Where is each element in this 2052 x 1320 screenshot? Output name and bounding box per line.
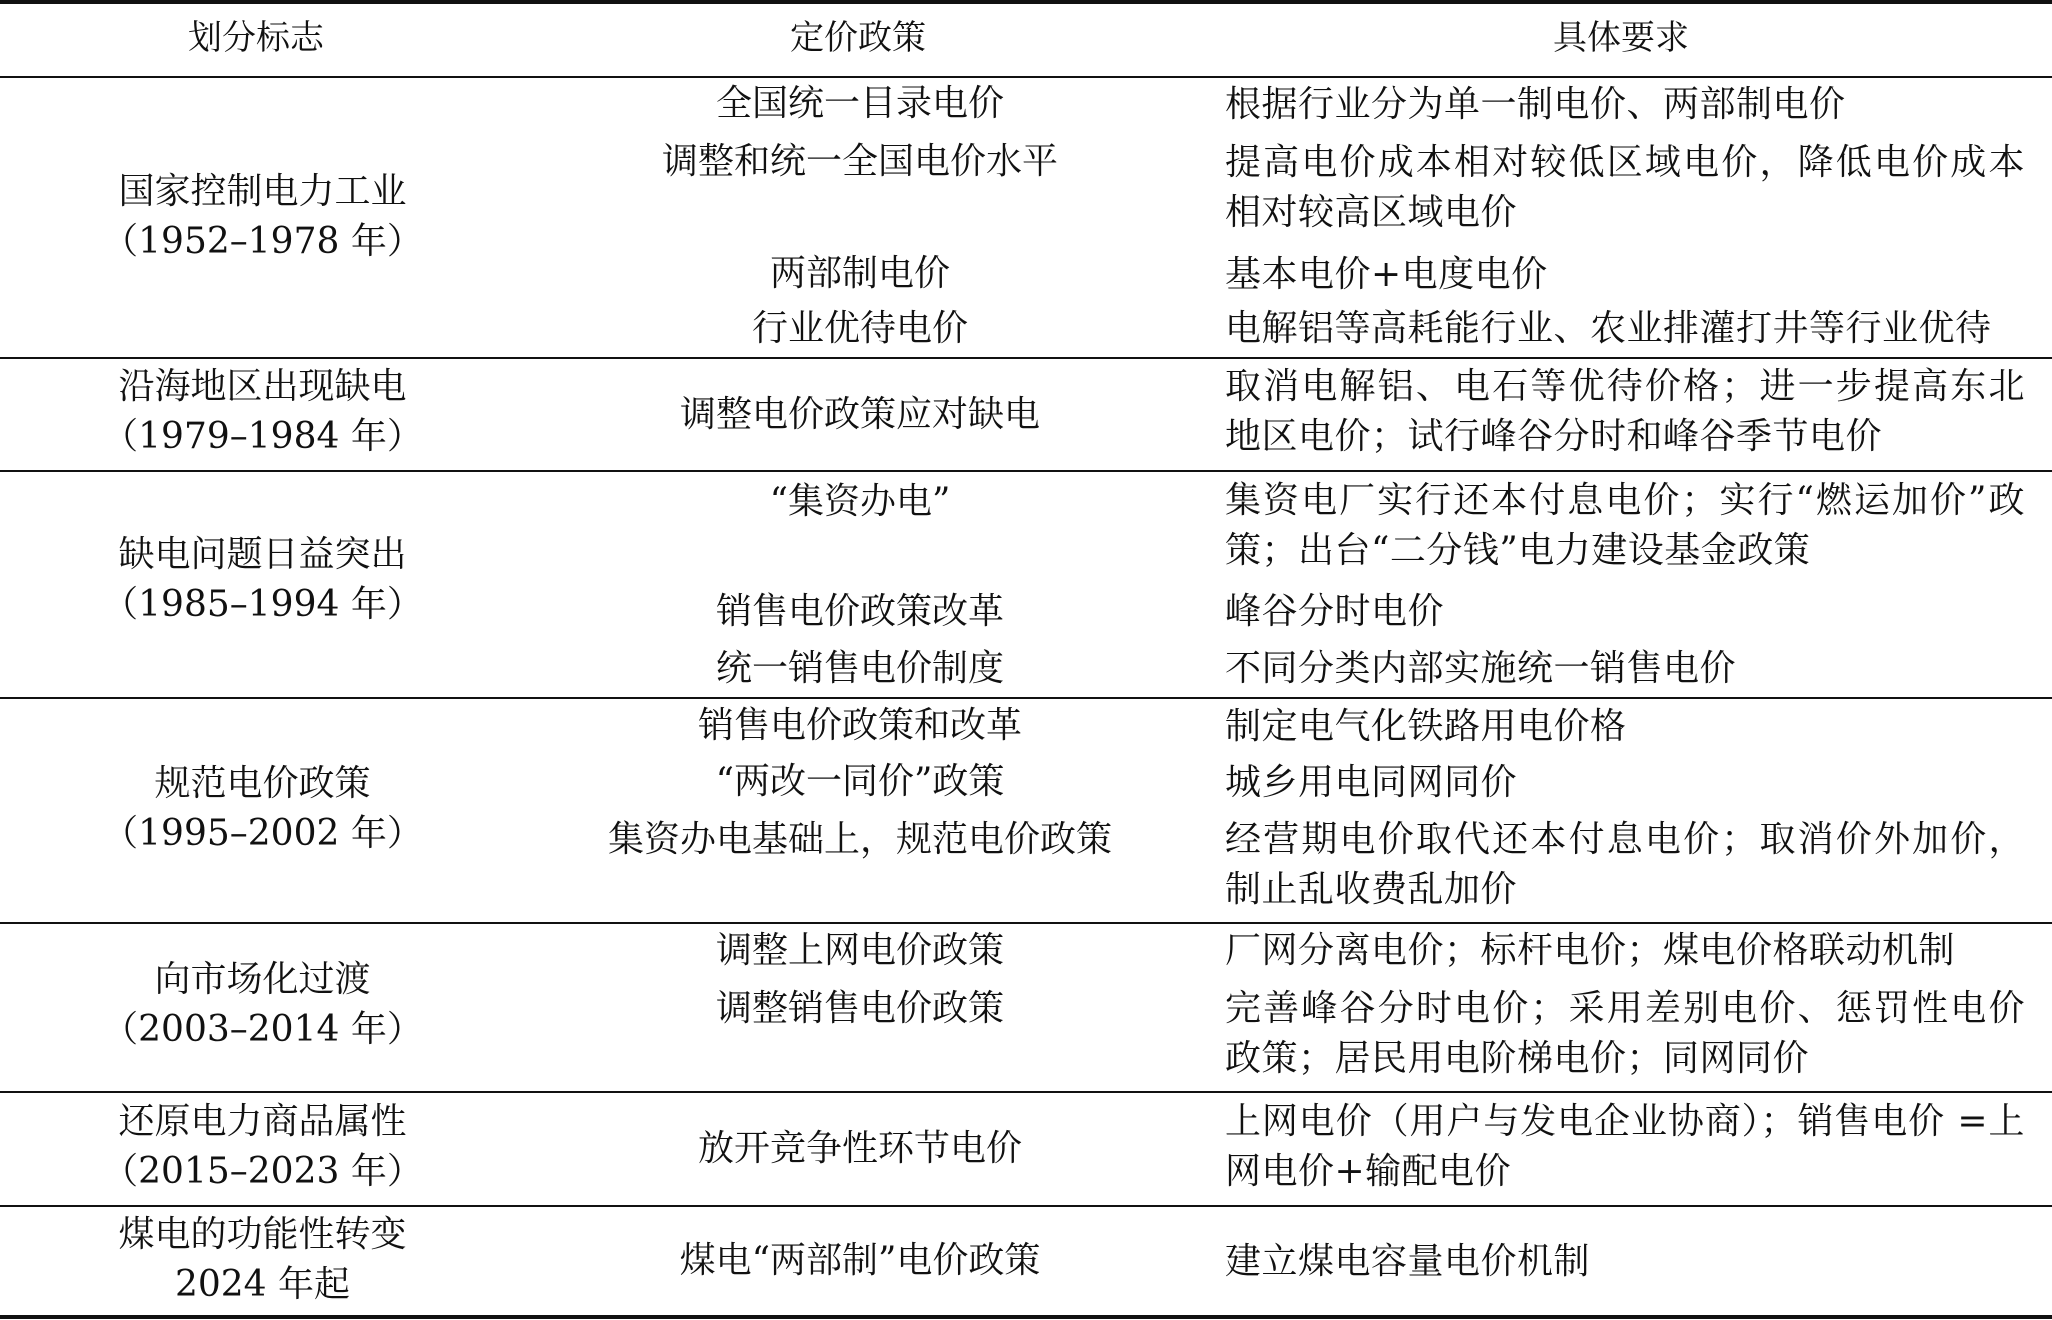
table-top-rule [0,0,2052,4]
policy-cell: 统一销售电价制度 [715,648,1004,689]
group-label-3 [0,530,525,630]
group-label-2 [0,362,525,462]
group-label-period: （1995–2002 年） [102,813,423,854]
group-divider [0,1091,2052,1093]
header-specific-requirements: 具体要求 [1553,18,1689,58]
group-divider [0,1205,2052,1207]
policy-cell: 行业优待电价 [751,308,968,349]
policy-cell: 煤电“两部制”电价政策 [679,1240,1041,1281]
group-label-period: （1952–1978 年） [102,221,423,262]
group-label-title: 规范电价政策 [154,763,371,804]
policy-cell: 调整电价政策应对缺电 [679,394,1040,435]
group-label-period: 2024 年起 [174,1264,351,1305]
group-label-title: 还原电力商品属性 [118,1101,407,1142]
policy-cell: 集资办电基础上，规范电价政策 [607,819,1112,860]
group-label-period: （1979–1984 年） [102,416,423,457]
requirement-cell: 集资电厂实行还本付息电价；实行“燃运加价”政策；出台“二分钱”电力建设基金政策 [1225,480,2025,571]
requirement-cell: 完善峰谷分时电价；采用差别电价、惩罚性电价政策；居民用电阶梯电价；同网同价 [1225,988,2025,1079]
policy-cell: 销售电价政策和改革 [697,705,1022,746]
policy-cell: “两改一同价”政策 [715,761,1005,802]
group-label-period: （2003–2014 年） [102,1009,423,1050]
policy-cell: 调整和统一全国电价水平 [661,141,1058,182]
group-label-period: （1985–1994 年） [102,584,423,625]
group-label-title: 缺电问题日益突出 [118,534,407,575]
policy-cell: 放开竞争性环节电价 [697,1128,1022,1169]
requirement-cell: 根据行业分为单一制电价、两部制电价 [1225,84,1846,125]
group-label-title: 煤电的功能性转变 [118,1214,407,1255]
group-label-title: 沿海地区出现缺电 [118,366,407,407]
group-label-6 [0,1097,525,1197]
policy-cell: 两部制电价 [769,253,950,294]
policy-cell: “集资办电” [769,481,951,522]
header-pricing-policy: 定价政策 [790,18,926,58]
group-label-period: （2015–2023 年） [102,1151,423,1192]
requirement-cell: 制定电气化铁路用电价格 [1225,706,1627,747]
policy-cell: 调整上网电价政策 [715,930,1004,971]
group-label-5 [0,955,525,1055]
requirement-cell: 厂网分离电价；标杆电价；煤电价格联动机制 [1225,930,1956,971]
requirement-cell: 电解铝等高耗能行业、农业排灌打井等行业优待 [1225,308,1992,349]
table-bottom-rule [0,1315,2052,1319]
policy-cell: 销售电价政策改革 [715,591,1004,632]
requirement-cell: 取消电解铝、电石等优待价格；进一步提高东北地区电价；试行峰谷分时和峰谷季节电价 [1225,366,2025,457]
header-rule [0,76,2052,78]
group-divider [0,357,2052,359]
policy-cell: 调整销售电价政策 [715,988,1004,1029]
group-divider [0,922,2052,924]
group-label-title: 国家控制电力工业 [118,171,407,212]
group-label-title: 向市场化过渡 [154,959,371,1000]
requirement-cell: 不同分类内部实施统一销售电价 [1225,648,1737,689]
requirement-cell: 城乡用电同网同价 [1225,762,1518,803]
group-label-1 [0,167,525,267]
requirement-cell: 基本电价+电度电价 [1225,254,1548,295]
requirement-cell: 峰谷分时电价 [1225,591,1445,632]
requirement-cell: 上网电价（用户与发电企业协商）；销售电价 =上网电价+输配电价 [1225,1101,2025,1192]
header-division-criteria: 划分标志 [188,18,324,58]
group-divider [0,470,2052,472]
requirement-cell: 提高电价成本相对较低区域电价，降低电价成本相对较高区域电价 [1225,142,2025,233]
requirement-cell: 建立煤电容量电价机制 [1225,1241,1591,1282]
group-divider [0,697,2052,699]
policy-cell: 全国统一目录电价 [715,83,1004,124]
group-label-7 [0,1210,525,1310]
group-label-4 [0,759,525,859]
requirement-cell: 经营期电价取代还本付息电价；取消价外加价，制止乱收费乱加价 [1225,819,2025,910]
